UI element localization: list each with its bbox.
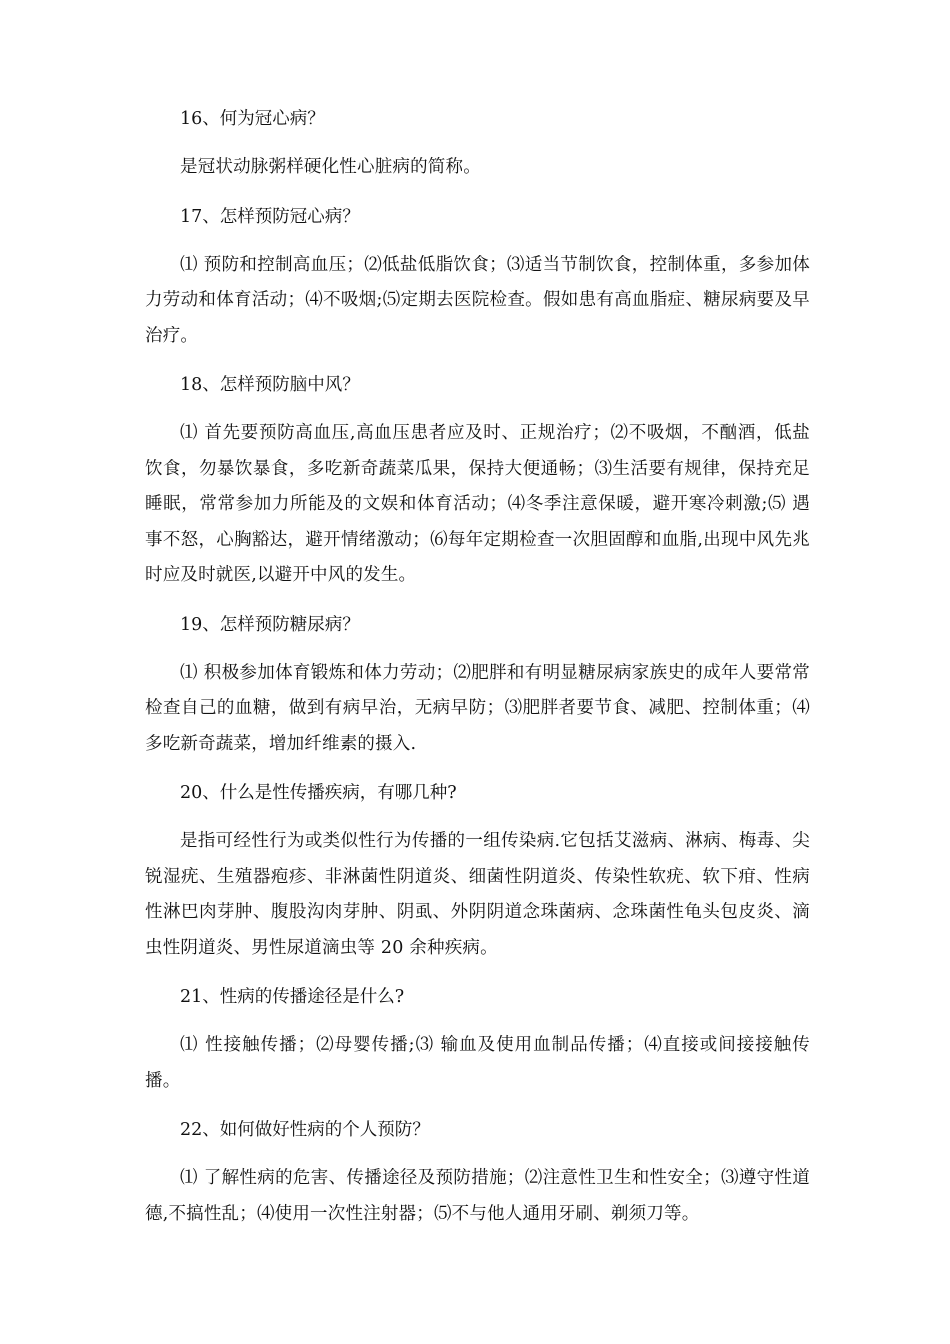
question-18: 18、怎样预防脑中风？ [180,375,360,395]
question-21: 21、性病的传播途径是什么? [180,987,405,1007]
question-16: 16、何为冠心病？ [180,109,325,129]
answer-22: ⑴ 了解性病的危害、传播途径及预防措施；⑵注意性卫生和性安全；⑶遵守性道德,不搞性乱；⑷使用一次性注射器；⑸不与他人通用牙刷、剃须刀等。 [145,1168,810,1224]
answer-18: ⑴ 首先要预防高血压,高血压患者应及时、正规治疗；⑵不吸烟，不酗酒，低盐饮食，勿暴饮暴食，多吃新奇蔬菜瓜果，保持大便通畅；⑶生活要有规律，保持充足睡眠，常常参加力所能及的文娱和体育活动；⑷冬季注意保暖，避开寒冷刺激;⑸ 遇事不怒，心胸豁达，避开情绪激动；⑹每年定期检查一次胆固醇和血脂,出现中风先兆时应及时就医,以避开中风的发生。 [145,423,810,585]
answer-17: ⑴ 预防和控制高血压；⑵低盐低脂饮食；⑶适当节制饮食，控制体重，多参加体力劳动和体育活动；⑷不吸烟;⑸定期去医院检查。假如患有高血脂症、糖尿病要及早治疗。 [145,254,810,346]
answer-21: ⑴ 性接触传播；⑵母婴传播;⑶ 输血及使用血制品传播；⑷直接或间接接触传播。 [145,1035,810,1091]
document-body [145,102,810,1232]
question-22: 22、如何做好性病的个人预防？ [180,1120,430,1140]
question-17: 17、怎样预防冠心病？ [180,206,360,227]
question-19: 19、怎样预防糖尿病？ [180,614,360,635]
answer-16: 是冠状动脉粥样硬化性心脏病的简称。 [180,157,481,177]
answer-19: ⑴ 积极参加体育锻炼和体力劳动；⑵肥胖和有明显糖尿病家族史的成年人要常常检查自己的血糖，做到有病早治，无病早防；⑶肥胖者要节食、减肥、控制体重；⑷多吃新奇蔬菜，增加纤维素的摄入. [145,662,810,754]
answer-20: 是指可经性行为或类似性行为传播的一组传染病.它包括艾滋病、淋病、梅毒、尖锐湿疣、生殖器疱疹、非淋菌性阴道炎、细菌性阴道炎、传染性软疣、软下疳、性病性淋巴肉芽肿、腹股沟肉芽肿、阴虱、外阴阴道念珠菌病、念珠菌性龟头包皮炎、滴虫性阴道炎、男性尿道滴虫等 20 余种疾病。 [145,831,810,958]
question-20: 20、什么是性传播疾病，有哪几种? [180,783,457,803]
